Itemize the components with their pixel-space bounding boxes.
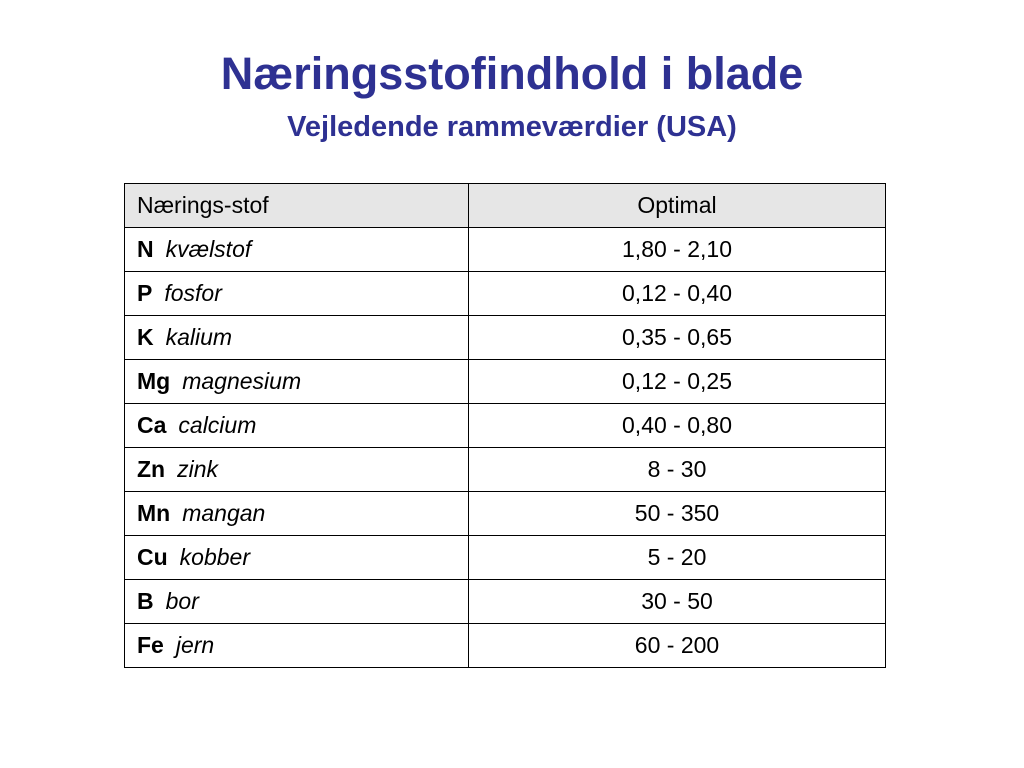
optimal-value: 0,40 - 0,80 <box>469 404 886 448</box>
table-row <box>125 404 886 448</box>
table-row <box>125 228 886 272</box>
table-row <box>125 624 886 668</box>
nutrient-symbol: Zn <box>137 456 166 482</box>
optimal-value: 0,12 - 0,40 <box>469 272 886 316</box>
optimal-value: 0,35 - 0,65 <box>469 316 886 360</box>
nutrient-symbol: B <box>137 588 154 614</box>
table-row <box>125 492 886 536</box>
nutrient-symbol: Mn <box>137 500 171 526</box>
nutrient-name: kvælstof <box>165 236 252 262</box>
header-optimal: Optimal <box>469 184 886 228</box>
nutrient-cell <box>125 624 469 668</box>
nutrient-symbol: K <box>137 324 154 350</box>
nutrient-symbol: P <box>137 280 153 306</box>
table-row <box>125 272 886 316</box>
optimal-value: 0,12 - 0,25 <box>469 360 886 404</box>
optimal-value: 1,80 - 2,10 <box>469 228 886 272</box>
nutrient-name: fosfor <box>164 280 222 306</box>
nutrient-name: kalium <box>165 324 233 350</box>
nutrient-name: kobber <box>179 544 250 570</box>
nutrient-cell <box>125 536 469 580</box>
table-row <box>125 360 886 404</box>
nutrient-symbol: Fe <box>137 632 164 658</box>
nutrient-symbol: Mg <box>137 368 171 394</box>
nutrient-cell <box>125 272 469 316</box>
nutrient-name: mangan <box>182 500 266 526</box>
header-nutrient: Nærings-stof <box>125 184 469 228</box>
optimal-value: 30 - 50 <box>469 580 886 624</box>
nutrient-name: bor <box>165 588 199 614</box>
nutrient-symbol: N <box>137 236 154 262</box>
nutrient-cell <box>125 448 469 492</box>
table-header-row <box>125 184 886 228</box>
nutrient-cell <box>125 404 469 448</box>
nutrient-name: jern <box>175 632 215 658</box>
slide-title: Næringsstofindhold i blade <box>220 48 804 99</box>
nutrient-symbol: Ca <box>137 412 167 438</box>
nutrient-name: magnesium <box>182 368 302 394</box>
optimal-value: 50 - 350 <box>469 492 886 536</box>
nutrient-name: calcium <box>178 412 257 438</box>
nutrient-name: zink <box>177 456 219 482</box>
nutrient-cell <box>125 228 469 272</box>
optimal-value: 8 - 30 <box>469 448 886 492</box>
table-row <box>125 448 886 492</box>
nutrient-cell <box>125 316 469 360</box>
nutrient-cell <box>125 360 469 404</box>
table-row <box>125 536 886 580</box>
table-row <box>125 580 886 624</box>
optimal-value: 60 - 200 <box>469 624 886 668</box>
optimal-value: 5 - 20 <box>469 536 886 580</box>
nutrient-cell <box>125 580 469 624</box>
nutrient-table <box>124 183 886 668</box>
nutrient-cell <box>125 492 469 536</box>
nutrient-symbol: Cu <box>137 544 168 570</box>
slide-subtitle: Vejledende rammeværdier (USA) <box>287 111 737 143</box>
table-row <box>125 316 886 360</box>
